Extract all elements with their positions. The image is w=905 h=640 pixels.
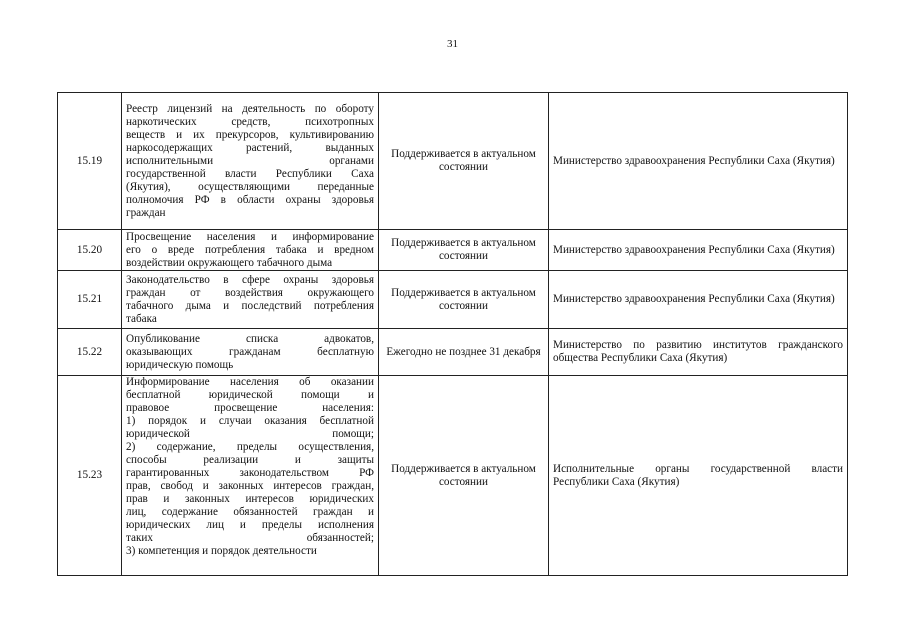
description-line: лиц, содержание обязанностей граждан и — [126, 506, 374, 518]
table-row — [58, 93, 848, 230]
description-line: юридическую помощь — [126, 358, 234, 371]
row-number: 15.22 — [58, 329, 122, 376]
description-line: граждан от воздействия окружающего — [126, 286, 374, 299]
row-description — [122, 93, 379, 230]
row-term: Поддерживается в актуальном состоянии — [379, 230, 549, 271]
description-line: веществ и их прекурсоров, культивированию — [126, 128, 374, 141]
description-line: бесплатной юридической помощи и — [126, 389, 374, 401]
description-line: Законодательство в сфере охраны здоровья — [126, 273, 374, 286]
description-line: Реестр лицензий на деятельность по обороту — [126, 102, 374, 115]
row-term: Поддерживается в актуальном состоянии — [379, 271, 549, 329]
table-row — [58, 376, 848, 576]
row-number: 15.20 — [58, 230, 122, 271]
description-line: 2) содержание, пределы осуществления, — [126, 441, 374, 453]
description-line: государственной власти Республики Саха — [126, 167, 374, 180]
description-line: правовое просвещение населения: — [126, 402, 374, 414]
table-row — [58, 230, 848, 271]
description-line: табачного дыма и последствий потребления — [126, 299, 374, 312]
description-line: табака — [126, 312, 157, 325]
description-line: наркосодержащих растений, выданных — [126, 141, 374, 154]
description-line: (Якутия), осуществляющими переданные — [126, 180, 374, 193]
row-term: Ежегодно не позднее 31 декабря — [379, 329, 549, 376]
row-description — [122, 329, 379, 376]
description-line: Информирование населения об оказании — [126, 376, 374, 388]
description-line: гарантированных законодательством РФ — [126, 467, 374, 479]
description-line: Опубликование списка адвокатов, — [126, 332, 374, 345]
description-line: граждан — [126, 206, 166, 219]
row-description — [122, 230, 379, 271]
row-responsible-org: Министерство здравоохранения Республики Саха (Якутия) — [549, 271, 848, 329]
description-line: оказывающих гражданам бесплатную — [126, 345, 374, 358]
description-line: юридической помощи; — [126, 428, 374, 440]
row-description — [122, 376, 379, 576]
description-line: Просвещение населения и информирование — [126, 230, 374, 243]
description-line: исполнительными органами — [126, 154, 374, 167]
description-line: 3) компетенция и порядок деятельности — [126, 545, 317, 557]
description-line: наркотических средств, психотропных — [126, 115, 374, 128]
row-term: Поддерживается в актуальном состоянии — [379, 376, 549, 576]
description-line: прав и законных интересов юридических — [126, 493, 374, 505]
table-body — [58, 93, 848, 576]
row-responsible-org: Исполнительные органы государственной власти Республики Саха (Якутия) — [549, 376, 848, 576]
page-number: 31 — [447, 38, 458, 50]
row-description — [122, 271, 379, 329]
description-line: 1) порядок и случаи оказания бесплатной — [126, 415, 374, 427]
description-line: юридических лиц и пределы исполнения — [126, 519, 374, 531]
table-row — [58, 329, 848, 376]
document-table — [57, 92, 848, 576]
row-responsible-org: Министерство здравоохранения Республики Саха (Якутия) — [549, 93, 848, 230]
description-line: таких обязанностей; — [126, 532, 374, 544]
description-line: способы реализации и защиты — [126, 454, 374, 466]
row-term: Поддерживается в актуальном состоянии — [379, 93, 549, 230]
description-line: его о вреде потребления табака и вредном — [126, 243, 374, 256]
description-line: воздействии окружающего табачного дыма — [126, 256, 333, 269]
row-number: 15.21 — [58, 271, 122, 329]
row-responsible-org: Министерство по развитию институтов гражданского общества Республики Саха (Якутия) — [549, 329, 848, 376]
row-number: 15.23 — [58, 376, 122, 576]
description-line: полномочия РФ в области охраны здоровья — [126, 193, 374, 206]
row-number: 15.19 — [58, 93, 122, 230]
table-row — [58, 271, 848, 329]
row-responsible-org: Министерство здравоохранения Республики Саха (Якутия) — [549, 230, 848, 271]
description-line: прав, свобод и законных интересов граждан, — [126, 480, 374, 492]
